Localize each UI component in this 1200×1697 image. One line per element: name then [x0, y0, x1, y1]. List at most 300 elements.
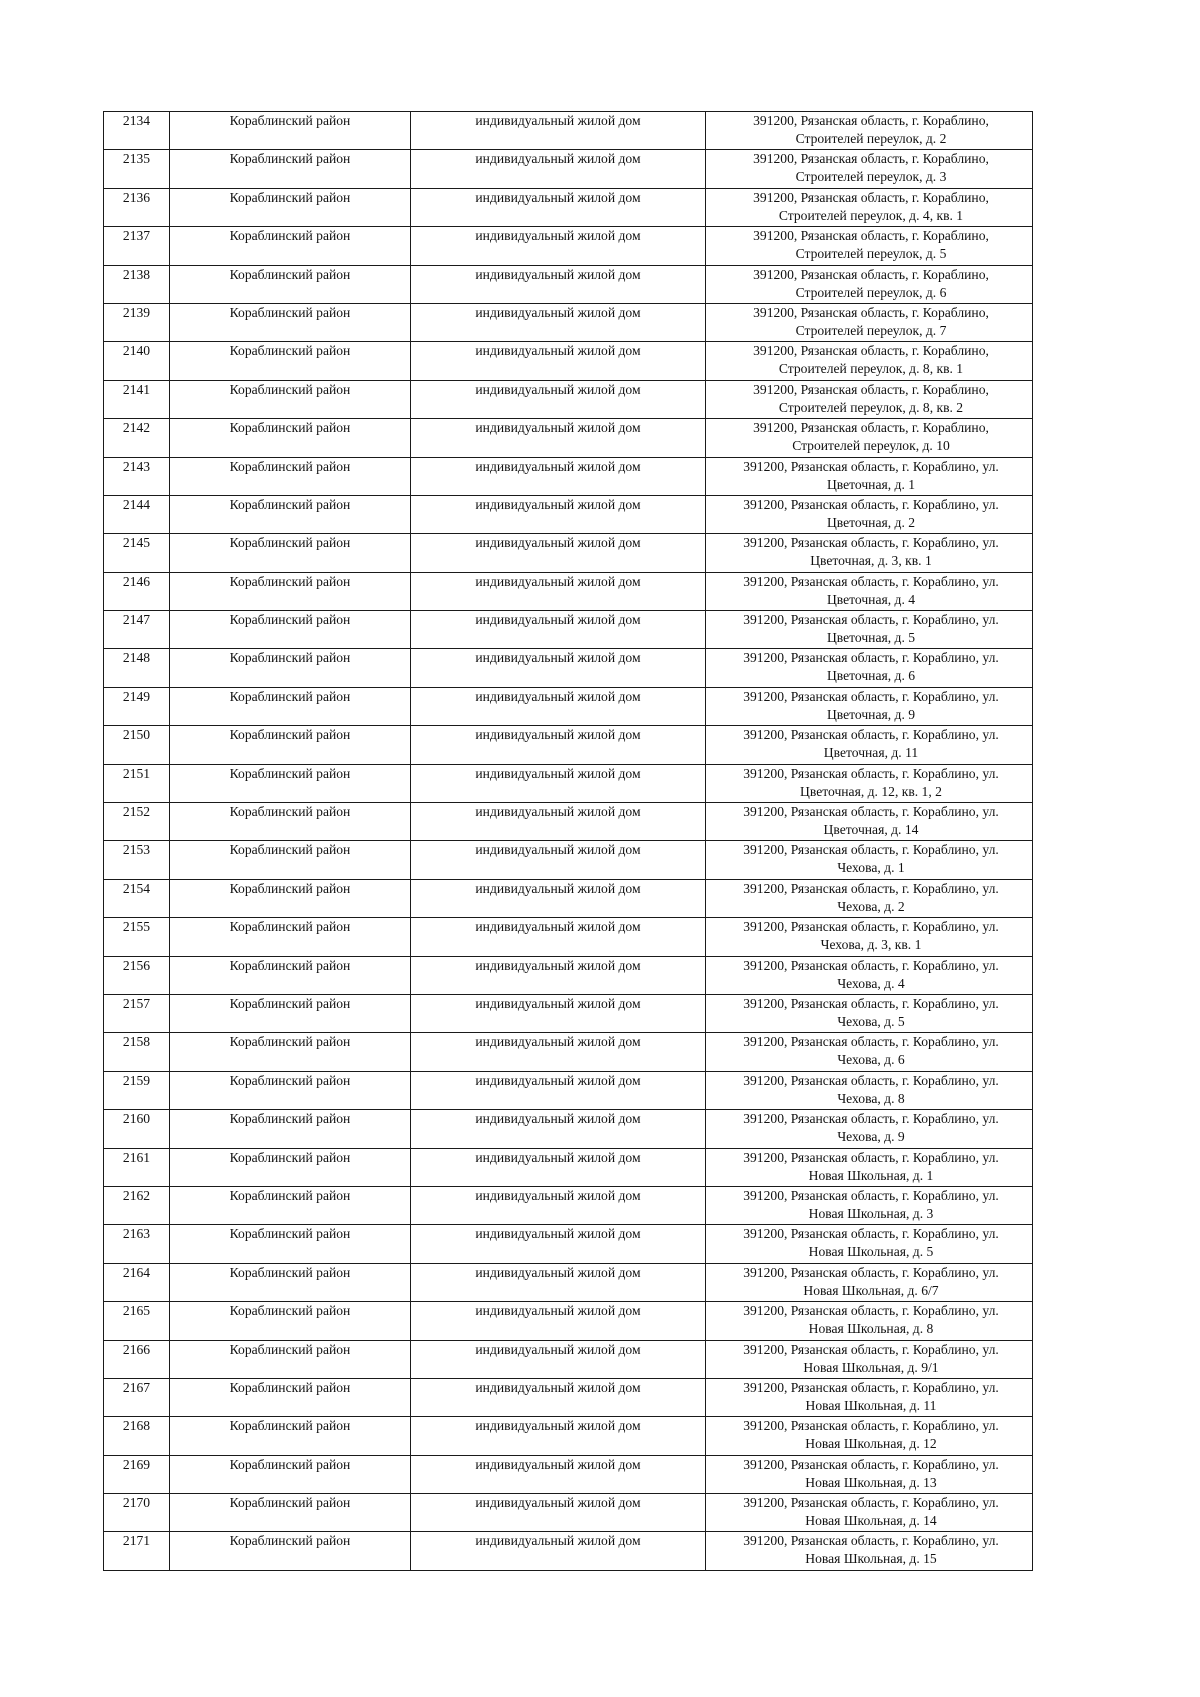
address-cell [706, 1186, 1033, 1224]
address-line: 391200, Рязанская область, г. Кораблино, ул. [743, 1226, 999, 1242]
row-number-cell [104, 1302, 170, 1340]
object-type-cell [411, 1302, 706, 1340]
address-cell [706, 380, 1033, 418]
object-type-cell-text: индивидуальный жилой дом [475, 1226, 641, 1242]
address-line: 391200, Рязанская область, г. Кораблино, ул. [743, 496, 999, 512]
table-row [104, 1532, 1033, 1570]
address-line: 391200, Рязанская область, г. Кораблино, ул. [743, 957, 999, 973]
object-type-cell [411, 611, 706, 649]
row-number-cell-text: 2169 [122, 1456, 151, 1472]
address-line: 391200, Рязанская область, г. Кораблино, [753, 343, 989, 359]
object-type-cell-text: индивидуальный жилой дом [475, 343, 641, 359]
address-line: 391200, Рязанская область, г. Кораблино, [753, 151, 989, 167]
row-number-cell-text: 2151 [122, 765, 151, 781]
district-cell [170, 687, 411, 725]
object-type-cell-text: индивидуальный жилой дом [475, 496, 641, 512]
table-row [104, 803, 1033, 841]
object-type-cell-text: индивидуальный жилой дом [475, 304, 641, 320]
row-number-cell-text: 2140 [122, 343, 151, 359]
row-number-cell [104, 457, 170, 495]
address-line: 391200, Рязанская область, г. Кораблино, ул. [743, 1495, 999, 1511]
object-type-cell [411, 879, 706, 917]
address-line: 391200, Рязанская область, г. Кораблино, ул. [743, 650, 999, 666]
object-type-cell-text: индивидуальный жилой дом [475, 151, 641, 167]
object-type-cell [411, 1148, 706, 1186]
address-line: Новая Школьная, д. 12 [805, 1436, 937, 1452]
table-row [104, 1033, 1033, 1071]
district-cell [170, 457, 411, 495]
object-type-cell [411, 1417, 706, 1455]
object-type-cell [411, 380, 706, 418]
address-line: 391200, Рязанская область, г. Кораблино, ул. [743, 1264, 999, 1280]
district-cell-text: Кораблинский район [229, 189, 351, 205]
object-type-cell [411, 956, 706, 994]
object-type-cell-text: индивидуальный жилой дом [475, 113, 641, 128]
address-line: 391200, Рязанская область, г. Кораблино, [753, 113, 989, 128]
address-line: Строителей переулок, д. 4, кв. 1 [778, 207, 964, 223]
row-number-cell-text: 2134 [122, 113, 151, 128]
row-number-cell [104, 188, 170, 226]
address-line: Новая Школьная, д. 13 [805, 1474, 937, 1490]
address-cell [706, 1340, 1033, 1378]
object-type-cell [411, 457, 706, 495]
object-type-cell [411, 265, 706, 303]
address-line: Цветочная, д. 3, кв. 1 [810, 553, 932, 569]
row-number-cell [104, 611, 170, 649]
address-cell [706, 1417, 1033, 1455]
table-row [104, 457, 1033, 495]
district-cell-text: Кораблинский район [229, 1226, 351, 1242]
address-line: Цветочная, д. 1 [826, 476, 916, 492]
row-number-cell-text: 2152 [122, 804, 151, 820]
row-number-cell-text: 2139 [122, 304, 151, 320]
address-line: Цветочная, д. 5 [826, 630, 916, 646]
table-row [104, 380, 1033, 418]
address-cell [706, 1225, 1033, 1263]
district-cell [170, 1263, 411, 1301]
address-line: 391200, Рязанская область, г. Кораблино, ул. [743, 727, 999, 743]
address-line: Цветочная, д. 9 [826, 706, 916, 722]
row-number-cell [104, 687, 170, 725]
row-number-cell-text: 2144 [122, 496, 151, 512]
district-cell-text: Кораблинский район [229, 535, 351, 551]
object-type-cell-text: индивидуальный жилой дом [475, 842, 641, 858]
row-number-cell [104, 764, 170, 802]
address-line: Чехова, д. 4 [837, 975, 905, 991]
address-line: Цветочная, д. 14 [823, 822, 919, 838]
district-cell [170, 227, 411, 265]
row-number-cell-text: 2164 [122, 1264, 151, 1280]
district-cell [170, 994, 411, 1032]
row-number-cell [104, 572, 170, 610]
address-line: Чехова, д. 5 [837, 1013, 905, 1029]
address-cell [706, 803, 1033, 841]
object-type-cell-text: индивидуальный жилой дом [475, 1533, 641, 1549]
row-number-cell [104, 534, 170, 572]
table-row [104, 227, 1033, 265]
district-cell-text: Кораблинский район [229, 1379, 351, 1395]
object-type-cell-text: индивидуальный жилой дом [475, 727, 641, 743]
row-number-cell-text: 2147 [122, 612, 151, 628]
row-number-cell-text: 2135 [122, 151, 151, 167]
address-line: 391200, Рязанская область, г. Кораблино, ул. [743, 765, 999, 781]
address-line: 391200, Рязанская область, г. Кораблино, [753, 304, 989, 320]
row-number-cell [104, 495, 170, 533]
table-row [104, 1186, 1033, 1224]
district-cell [170, 1378, 411, 1416]
address-line: 391200, Рязанская область, г. Кораблино, ул. [743, 1072, 999, 1088]
object-type-cell-text: индивидуальный жилой дом [475, 1456, 641, 1472]
address-cell [706, 1494, 1033, 1532]
row-number-cell [104, 1532, 170, 1570]
address-line: Цветочная, д. 6 [826, 668, 916, 684]
object-type-cell [411, 572, 706, 610]
address-line: Строителей переулок, д. 8, кв. 2 [778, 399, 964, 415]
address-line: 391200, Рязанская область, г. Кораблино, ул. [743, 1379, 999, 1395]
district-cell [170, 1148, 411, 1186]
row-number-cell [104, 1417, 170, 1455]
address-line: 391200, Рязанская область, г. Кораблино, [753, 266, 989, 282]
row-number-cell-text: 2142 [122, 420, 151, 436]
district-cell [170, 1225, 411, 1263]
address-cell [706, 188, 1033, 226]
address-cell [706, 495, 1033, 533]
district-cell-text: Кораблинский район [229, 919, 351, 935]
address-line: 391200, Рязанская область, г. Кораблино, ул. [743, 1149, 999, 1165]
district-cell-text: Кораблинский район [229, 1264, 351, 1280]
row-number-cell-text: 2137 [122, 228, 151, 244]
object-type-cell-text: индивидуальный жилой дом [475, 995, 641, 1011]
object-type-cell-text: индивидуальный жилой дом [475, 1034, 641, 1050]
table-row [104, 1071, 1033, 1109]
district-cell [170, 764, 411, 802]
object-type-cell-text: индивидуальный жилой дом [475, 612, 641, 628]
object-type-cell [411, 1455, 706, 1493]
address-cell [706, 342, 1033, 380]
object-type-cell-text: индивидуальный жилой дом [475, 1187, 641, 1203]
address-line: 391200, Рязанская область, г. Кораблино, ул. [743, 1341, 999, 1357]
district-cell-text: Кораблинский район [229, 650, 351, 666]
address-line: 391200, Рязанская область, г. Кораблино, [753, 228, 989, 244]
row-number-cell-text: 2161 [122, 1149, 151, 1165]
address-line: Новая Школьная, д. 15 [805, 1551, 937, 1567]
address-cell [706, 687, 1033, 725]
row-number-cell [104, 726, 170, 764]
table-row [104, 1455, 1033, 1493]
row-number-cell-text: 2157 [122, 995, 151, 1011]
district-cell-text: Кораблинский район [229, 1149, 351, 1165]
address-line: Цветочная, д. 2 [826, 514, 916, 530]
object-type-cell [411, 1263, 706, 1301]
object-type-cell [411, 803, 706, 841]
address-cell [706, 150, 1033, 188]
address-cell [706, 572, 1033, 610]
row-number-cell-text: 2163 [122, 1226, 151, 1242]
address-line: 391200, Рязанская область, г. Кораблино, ул. [743, 458, 999, 474]
district-cell-text: Кораблинский район [229, 612, 351, 628]
table-row [104, 342, 1033, 380]
district-cell [170, 1186, 411, 1224]
district-cell [170, 879, 411, 917]
object-type-cell-text: индивидуальный жилой дом [475, 957, 641, 973]
object-type-cell-text: индивидуальный жилой дом [475, 1341, 641, 1357]
district-cell-text: Кораблинский район [229, 765, 351, 781]
object-type-cell [411, 495, 706, 533]
district-cell-text: Кораблинский район [229, 113, 351, 128]
address-cell [706, 1110, 1033, 1148]
object-type-cell [411, 303, 706, 341]
table-row [104, 1494, 1033, 1532]
address-line: Строителей переулок, д. 6 [795, 284, 947, 300]
address-line: Новая Школьная, д. 11 [805, 1397, 937, 1413]
address-line: 391200, Рязанская область, г. Кораблино, ул. [743, 1533, 999, 1549]
address-cell [706, 1302, 1033, 1340]
row-number-cell-text: 2150 [122, 727, 151, 743]
address-line: Новая Школьная, д. 6/7 [803, 1282, 939, 1298]
row-number-cell [104, 841, 170, 879]
row-number-cell-text: 2154 [122, 880, 151, 896]
row-number-cell-text: 2171 [122, 1533, 151, 1549]
address-line: Новая Школьная, д. 1 [808, 1167, 934, 1183]
row-number-cell [104, 1110, 170, 1148]
district-cell [170, 803, 411, 841]
address-cell [706, 1263, 1033, 1301]
district-cell [170, 1033, 411, 1071]
address-cell [706, 265, 1033, 303]
row-number-cell [104, 918, 170, 956]
table-row [104, 534, 1033, 572]
table-row [104, 1110, 1033, 1148]
district-cell [170, 342, 411, 380]
district-cell [170, 1302, 411, 1340]
address-cell [706, 112, 1033, 150]
district-cell-text: Кораблинский район [229, 1533, 351, 1549]
object-type-cell-text: индивидуальный жилой дом [475, 266, 641, 282]
row-number-cell-text: 2162 [122, 1187, 151, 1203]
table-row [104, 764, 1033, 802]
address-line: 391200, Рязанская область, г. Кораблино, ул. [743, 1418, 999, 1434]
object-type-cell-text: индивидуальный жилой дом [475, 228, 641, 244]
row-number-cell [104, 994, 170, 1032]
address-line: 391200, Рязанская область, г. Кораблино, [753, 189, 989, 205]
address-line: 391200, Рязанская область, г. Кораблино, ул. [743, 1456, 999, 1472]
address-line: 391200, Рязанская область, г. Кораблино, ул. [743, 573, 999, 589]
district-cell-text: Кораблинский район [229, 880, 351, 896]
object-type-cell [411, 1532, 706, 1570]
object-type-cell-text: индивидуальный жилой дом [475, 1072, 641, 1088]
address-line: Чехова, д. 8 [837, 1090, 905, 1106]
row-number-cell [104, 265, 170, 303]
district-cell [170, 495, 411, 533]
address-cell [706, 1455, 1033, 1493]
address-cell [706, 534, 1033, 572]
object-type-cell-text: индивидуальный жилой дом [475, 1495, 641, 1511]
address-line: Новая Школьная, д. 9/1 [803, 1359, 939, 1375]
table-row [104, 1302, 1033, 1340]
row-number-cell-text: 2160 [122, 1111, 151, 1127]
table-row [104, 303, 1033, 341]
address-cell [706, 227, 1033, 265]
table-row [104, 1263, 1033, 1301]
housing-registry-table [103, 111, 1033, 1571]
address-line: Строителей переулок, д. 2 [795, 131, 947, 146]
address-cell [706, 841, 1033, 879]
table-row [104, 687, 1033, 725]
district-cell-text: Кораблинский район [229, 727, 351, 743]
row-number-cell [104, 1340, 170, 1378]
object-type-cell-text: индивидуальный жилой дом [475, 919, 641, 935]
object-type-cell [411, 687, 706, 725]
table-row [104, 1148, 1033, 1186]
address-line: Строителей переулок, д. 3 [795, 169, 947, 185]
address-line: 391200, Рязанская область, г. Кораблино, ул. [743, 612, 999, 628]
object-type-cell-text: индивидуальный жилой дом [475, 1418, 641, 1434]
address-cell [706, 994, 1033, 1032]
row-number-cell [104, 1225, 170, 1263]
object-type-cell-text: индивидуальный жилой дом [475, 765, 641, 781]
row-number-cell-text: 2148 [122, 650, 151, 666]
table-row [104, 1340, 1033, 1378]
district-cell-text: Кораблинский район [229, 420, 351, 436]
object-type-cell-text: индивидуальный жилой дом [475, 189, 641, 205]
district-cell-text: Кораблинский район [229, 1456, 351, 1472]
row-number-cell-text: 2146 [122, 573, 151, 589]
table-row [104, 1225, 1033, 1263]
object-type-cell-text: индивидуальный жилой дом [475, 458, 641, 474]
row-number-cell-text: 2153 [122, 842, 151, 858]
object-type-cell-text: индивидуальный жилой дом [475, 804, 641, 820]
address-line: Чехова, д. 2 [837, 898, 905, 914]
row-number-cell-text: 2145 [122, 535, 151, 551]
row-number-cell [104, 1148, 170, 1186]
address-line: Чехова, д. 3, кв. 1 [820, 937, 922, 953]
address-line: Цветочная, д. 12, кв. 1, 2 [800, 783, 942, 799]
address-cell [706, 1378, 1033, 1416]
object-type-cell [411, 419, 706, 457]
address-line: 391200, Рязанская область, г. Кораблино, ул. [743, 880, 999, 896]
address-line: Чехова, д. 6 [837, 1052, 905, 1068]
object-type-cell [411, 764, 706, 802]
object-type-cell [411, 150, 706, 188]
table-row [104, 1378, 1033, 1416]
district-cell [170, 918, 411, 956]
district-cell-text: Кораблинский район [229, 1495, 351, 1511]
address-cell [706, 457, 1033, 495]
table-row [104, 879, 1033, 917]
address-line: Строителей переулок, д. 7 [795, 322, 947, 338]
row-number-cell-text: 2136 [122, 189, 151, 205]
district-cell-text: Кораблинский район [229, 1187, 351, 1203]
object-type-cell [411, 1033, 706, 1071]
table-row [104, 841, 1033, 879]
object-type-cell-text: индивидуальный жилой дом [475, 880, 641, 896]
district-cell [170, 649, 411, 687]
district-cell-text: Кораблинский район [229, 995, 351, 1011]
table-row [104, 994, 1033, 1032]
row-number-cell-text: 2159 [122, 1072, 151, 1088]
address-line: Чехова, д. 9 [837, 1129, 905, 1145]
table-row [104, 918, 1033, 956]
row-number-cell-text: 2155 [122, 919, 151, 935]
district-cell [170, 1494, 411, 1532]
row-number-cell-text: 2158 [122, 1034, 151, 1050]
address-cell [706, 303, 1033, 341]
district-cell [170, 380, 411, 418]
district-cell-text: Кораблинский район [229, 804, 351, 820]
district-cell-text: Кораблинский район [229, 1341, 351, 1357]
row-number-cell-text: 2138 [122, 266, 151, 282]
row-number-cell [104, 303, 170, 341]
object-type-cell [411, 342, 706, 380]
district-cell-text: Кораблинский район [229, 151, 351, 167]
district-cell [170, 841, 411, 879]
row-number-cell [104, 112, 170, 150]
district-cell [170, 572, 411, 610]
table-row [104, 112, 1033, 150]
row-number-cell [104, 1455, 170, 1493]
object-type-cell [411, 726, 706, 764]
address-cell [706, 649, 1033, 687]
table-row [104, 572, 1033, 610]
district-cell-text: Кораблинский район [229, 688, 351, 704]
address-line: 391200, Рязанская область, г. Кораблино, ул. [743, 842, 999, 858]
row-number-cell-text: 2165 [122, 1303, 151, 1319]
object-type-cell-text: индивидуальный жилой дом [475, 1379, 641, 1395]
row-number-cell-text: 2141 [122, 381, 151, 397]
district-cell [170, 1532, 411, 1570]
row-number-cell [104, 227, 170, 265]
object-type-cell [411, 1225, 706, 1263]
district-cell-text: Кораблинский район [229, 266, 351, 282]
address-line: Цветочная, д. 11 [823, 745, 919, 761]
object-type-cell [411, 841, 706, 879]
district-cell [170, 726, 411, 764]
row-number-cell [104, 1263, 170, 1301]
table-body [104, 112, 1033, 1571]
row-number-cell-text: 2149 [122, 688, 151, 704]
row-number-cell [104, 803, 170, 841]
row-number-cell [104, 419, 170, 457]
object-type-cell-text: индивидуальный жилой дом [475, 535, 641, 551]
object-type-cell [411, 1378, 706, 1416]
address-cell [706, 764, 1033, 802]
address-line: 391200, Рязанская область, г. Кораблино, ул. [743, 995, 999, 1011]
object-type-cell [411, 994, 706, 1032]
address-line: 391200, Рязанская область, г. Кораблино, ул. [743, 1034, 999, 1050]
address-cell [706, 611, 1033, 649]
object-type-cell-text: индивидуальный жилой дом [475, 381, 641, 397]
address-cell [706, 1071, 1033, 1109]
table-row [104, 265, 1033, 303]
district-cell-text: Кораблинский район [229, 1111, 351, 1127]
district-cell [170, 303, 411, 341]
row-number-cell [104, 150, 170, 188]
object-type-cell-text: индивидуальный жилой дом [475, 1303, 641, 1319]
address-line: 391200, Рязанская область, г. Кораблино, ул. [743, 804, 999, 820]
address-line: Строителей переулок, д. 10 [792, 438, 950, 454]
district-cell-text: Кораблинский район [229, 1034, 351, 1050]
row-number-cell [104, 1071, 170, 1109]
row-number-cell [104, 1186, 170, 1224]
district-cell-text: Кораблинский район [229, 842, 351, 858]
district-cell [170, 1110, 411, 1148]
address-line: Новая Школьная, д. 14 [805, 1513, 937, 1529]
row-number-cell-text: 2143 [122, 458, 151, 474]
table-row [104, 1417, 1033, 1455]
address-cell [706, 726, 1033, 764]
address-line: 391200, Рязанская область, г. Кораблино, ул. [743, 688, 999, 704]
object-type-cell [411, 1071, 706, 1109]
